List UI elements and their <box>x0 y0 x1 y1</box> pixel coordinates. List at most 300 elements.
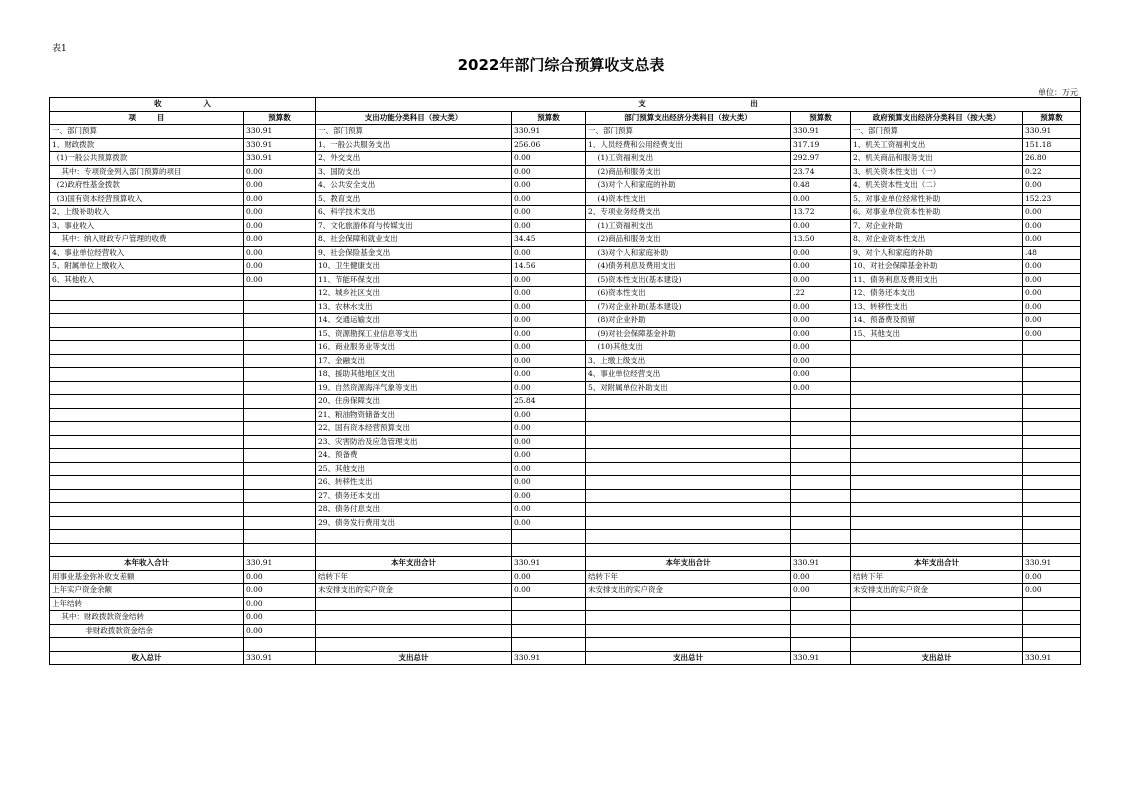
budget-cell <box>244 287 316 301</box>
income-grand-total-value: 330.91 <box>244 651 316 665</box>
item-cell: 2、外交支出 <box>316 152 512 166</box>
item-cell: 10、卫生健康支出 <box>316 260 512 274</box>
budget-cell: 330.91 <box>791 125 851 139</box>
budget-cell <box>244 435 316 449</box>
table-number: 表1 <box>52 44 67 54</box>
table-row <box>50 543 1081 557</box>
item-cell <box>851 395 1023 409</box>
func-grand-total-value: 330.91 <box>512 651 586 665</box>
func-grand-total-label: 支出总计 <box>316 651 512 665</box>
item-cell: 14、预备费及预留 <box>851 314 1023 328</box>
item-cell: 上年结转 <box>50 597 244 611</box>
col-header-budget: 预算数 <box>791 111 851 125</box>
budget-cell <box>244 476 316 490</box>
budget-cell <box>1023 341 1081 355</box>
budget-cell: 0.00 <box>791 314 851 328</box>
table-row <box>50 611 1081 625</box>
item-cell <box>50 422 244 436</box>
item-cell: (2)商品和服务支出 <box>586 233 791 247</box>
item-cell <box>50 395 244 409</box>
budget-cell <box>791 516 851 530</box>
item-cell: 其中：专项资金列入部门预算的项目 <box>50 165 244 179</box>
dept-total-label: 本年支出合计 <box>586 557 791 571</box>
budget-cell <box>1023 476 1081 490</box>
page-title: 2022年部门综合预算收支总表 <box>457 56 665 74</box>
budget-cell: 0.00 <box>244 624 316 638</box>
col-header-item: 项 目 <box>50 111 244 125</box>
item-cell: (4)债务利息及费用支出 <box>586 260 791 274</box>
budget-cell <box>244 341 316 355</box>
item-cell: 上年实户资金余额 <box>50 584 244 598</box>
item-cell: 未安排支出的实户资金 <box>586 584 791 598</box>
budget-cell <box>791 503 851 517</box>
budget-cell <box>244 638 316 652</box>
budget-cell: 0.00 <box>791 219 851 233</box>
item-cell <box>851 503 1023 517</box>
budget-cell: 0.00 <box>512 287 586 301</box>
budget-cell <box>1023 597 1081 611</box>
item-cell: (3)对个人和家庭补助 <box>586 246 791 260</box>
item-cell <box>50 368 244 382</box>
item-cell <box>586 611 791 625</box>
item-cell <box>851 624 1023 638</box>
budget-cell: 0.00 <box>512 381 586 395</box>
item-cell <box>50 489 244 503</box>
budget-cell <box>791 530 851 544</box>
budget-cell: 13.72 <box>791 206 851 220</box>
item-cell: (2)政府性基金拨款 <box>50 179 244 193</box>
budget-cell: 330.91 <box>244 125 316 139</box>
budget-cell: 0.00 <box>512 300 586 314</box>
budget-cell <box>512 543 586 557</box>
item-cell: 17、金融支出 <box>316 354 512 368</box>
budget-cell: 0.00 <box>1023 273 1081 287</box>
item-cell: (2)商品和服务支出 <box>586 165 791 179</box>
item-cell: 15、资源勘探工业信息等支出 <box>316 327 512 341</box>
dept-grand-total-value: 330.91 <box>791 651 851 665</box>
item-cell: 11、节能环保支出 <box>316 273 512 287</box>
dept-grand-total-label: 支出总计 <box>586 651 791 665</box>
item-cell: 未安排支出的实户资金 <box>851 584 1023 598</box>
income-total-label: 本年收入合计 <box>50 557 244 571</box>
budget-cell <box>791 422 851 436</box>
budget-cell: 0.00 <box>512 422 586 436</box>
item-cell: 21、粮油物资储备支出 <box>316 408 512 422</box>
item-cell: 一、部门预算 <box>316 125 512 139</box>
budget-cell: 151.18 <box>1023 138 1081 152</box>
item-cell: 3、国防支出 <box>316 165 512 179</box>
item-cell: (3)国有资本经营预算收入 <box>50 192 244 206</box>
budget-cell: 0.00 <box>244 246 316 260</box>
item-cell <box>50 327 244 341</box>
budget-cell: 0.00 <box>244 570 316 584</box>
table-row <box>50 152 1081 166</box>
budget-cell: 0.00 <box>1023 206 1081 220</box>
budget-cell <box>1023 395 1081 409</box>
budget-cell: 0.00 <box>1023 287 1081 301</box>
budget-cell: 0.00 <box>512 516 586 530</box>
table-row <box>50 503 1081 517</box>
budget-cell <box>1023 611 1081 625</box>
item-cell <box>586 516 791 530</box>
budget-cell <box>512 597 586 611</box>
table-row <box>50 314 1081 328</box>
item-cell <box>50 449 244 463</box>
table-row <box>50 395 1081 409</box>
budget-cell <box>791 395 851 409</box>
budget-cell: 0.00 <box>512 179 586 193</box>
budget-cell <box>791 476 851 490</box>
budget-cell: .48 <box>1023 246 1081 260</box>
budget-cell <box>512 638 586 652</box>
item-cell <box>851 341 1023 355</box>
item-cell: 结转下年 <box>316 570 512 584</box>
budget-cell: 0.00 <box>244 584 316 598</box>
budget-cell: 0.00 <box>244 260 316 274</box>
item-cell <box>586 408 791 422</box>
item-cell: 8、对企业资本性支出 <box>851 233 1023 247</box>
budget-cell <box>244 503 316 517</box>
table-row <box>50 597 1081 611</box>
item-cell: 5、教育支出 <box>316 192 512 206</box>
item-cell: 23、灾害防治及应急管理支出 <box>316 435 512 449</box>
table-row <box>50 516 1081 530</box>
budget-cell: 0.00 <box>512 570 586 584</box>
budget-cell: 0.00 <box>512 503 586 517</box>
income-section-header: 收 入 <box>50 98 316 112</box>
item-cell: (9)对社会保障基金补助 <box>586 327 791 341</box>
budget-cell: 0.00 <box>512 449 586 463</box>
item-cell: 9、对个人和家庭的补助 <box>851 246 1023 260</box>
table-row <box>50 381 1081 395</box>
table-row <box>50 179 1081 193</box>
budget-cell: 292.97 <box>791 152 851 166</box>
item-cell <box>50 341 244 355</box>
table-row <box>50 219 1081 233</box>
item-cell: 2、机关商品和服务支出 <box>851 152 1023 166</box>
budget-cell: 0.00 <box>1023 300 1081 314</box>
item-cell: 1、机关工资福利支出 <box>851 138 1023 152</box>
budget-cell <box>791 462 851 476</box>
budget-cell: 0.00 <box>791 381 851 395</box>
budget-cell <box>1023 638 1081 652</box>
budget-cell: 330.91 <box>244 152 316 166</box>
item-cell: (5)资本性支出(基本建设) <box>586 273 791 287</box>
item-cell: 12、城乡社区支出 <box>316 287 512 301</box>
budget-cell <box>244 354 316 368</box>
budget-cell: 0.00 <box>244 192 316 206</box>
item-cell: 非财政拨款资金结余 <box>50 624 244 638</box>
budget-cell <box>512 624 586 638</box>
budget-cell <box>791 449 851 463</box>
item-cell: 6、其他收入 <box>50 273 244 287</box>
item-cell <box>851 435 1023 449</box>
budget-cell: 152.23 <box>1023 192 1081 206</box>
item-cell <box>851 354 1023 368</box>
table-row <box>50 300 1081 314</box>
budget-cell: 0.00 <box>512 476 586 490</box>
item-cell: 未安排支出的实户资金 <box>316 584 512 598</box>
budget-cell <box>1023 449 1081 463</box>
budget-cell <box>791 611 851 625</box>
item-cell: 4、机关资本性支出（二） <box>851 179 1023 193</box>
budget-cell: 317.19 <box>791 138 851 152</box>
budget-cell <box>244 530 316 544</box>
budget-cell: 0.00 <box>1023 584 1081 598</box>
item-cell: (4)资本性支出 <box>586 192 791 206</box>
budget-cell <box>1023 422 1081 436</box>
item-cell <box>50 476 244 490</box>
table-row <box>50 422 1081 436</box>
budget-cell: 0.00 <box>244 165 316 179</box>
item-cell: 9、社会保险基金支出 <box>316 246 512 260</box>
item-cell: 4、公共安全支出 <box>316 179 512 193</box>
gov-total-label: 本年支出合计 <box>851 557 1023 571</box>
item-cell: 结转下年 <box>851 570 1023 584</box>
item-cell <box>50 381 244 395</box>
item-cell: 一、部门预算 <box>50 125 244 139</box>
item-cell: 5、对附属单位补助支出 <box>586 381 791 395</box>
budget-cell <box>791 597 851 611</box>
budget-cell: 0.00 <box>244 179 316 193</box>
budget-cell: 256.06 <box>512 138 586 152</box>
item-cell <box>50 314 244 328</box>
item-cell: 一、部门预算 <box>586 125 791 139</box>
budget-cell: 0.00 <box>512 354 586 368</box>
annual-total-row <box>50 557 1081 571</box>
budget-cell: 0.00 <box>791 260 851 274</box>
item-cell <box>50 638 244 652</box>
item-cell: 1、人员经费和公用经费支出 <box>586 138 791 152</box>
item-cell: (3)对个人和家庭的补助 <box>586 179 791 193</box>
budget-cell <box>1023 624 1081 638</box>
table-row <box>50 165 1081 179</box>
budget-cell: 0.00 <box>244 206 316 220</box>
item-cell <box>586 449 791 463</box>
item-cell <box>851 489 1023 503</box>
item-cell: (1)一般公共预算拨款 <box>50 152 244 166</box>
item-cell: 3、事业收入 <box>50 219 244 233</box>
table-row <box>50 192 1081 206</box>
budget-cell: 0.00 <box>512 368 586 382</box>
gov-grand-total-label: 支出总计 <box>851 651 1023 665</box>
table-row <box>50 489 1081 503</box>
item-cell: 3、上缴上级支出 <box>586 354 791 368</box>
col-header-budget: 预算数 <box>512 111 586 125</box>
gov-total-value: 330.91 <box>1023 557 1081 571</box>
budget-cell: 0.00 <box>512 435 586 449</box>
budget-cell: 0.00 <box>791 246 851 260</box>
budget-cell <box>1023 489 1081 503</box>
budget-table <box>49 97 1081 665</box>
budget-cell: 25.84 <box>512 395 586 409</box>
item-cell: 11、债务利息及费用支出 <box>851 273 1023 287</box>
budget-cell <box>244 422 316 436</box>
budget-cell <box>244 516 316 530</box>
unit-label: 单位：万元 <box>1038 88 1078 97</box>
budget-cell <box>1023 408 1081 422</box>
item-cell <box>50 503 244 517</box>
budget-cell: 0.00 <box>512 327 586 341</box>
item-cell <box>586 422 791 436</box>
table-row <box>50 570 1081 584</box>
table-row <box>50 327 1081 341</box>
item-cell <box>586 489 791 503</box>
budget-cell: 0.22 <box>1023 165 1081 179</box>
budget-cell: 0.00 <box>791 273 851 287</box>
budget-cell <box>244 449 316 463</box>
table-row <box>50 435 1081 449</box>
budget-cell <box>1023 381 1081 395</box>
item-cell <box>586 543 791 557</box>
budget-cell: 0.00 <box>1023 570 1081 584</box>
item-cell: 5、附属单位上缴收入 <box>50 260 244 274</box>
item-cell <box>851 368 1023 382</box>
budget-cell: 0.00 <box>791 300 851 314</box>
item-cell <box>851 408 1023 422</box>
budget-cell <box>791 435 851 449</box>
item-cell: (8)对企业补助 <box>586 314 791 328</box>
item-cell <box>50 435 244 449</box>
table-row <box>50 260 1081 274</box>
col-header-budget: 预算数 <box>244 111 316 125</box>
item-cell <box>50 543 244 557</box>
table-row <box>50 624 1081 638</box>
col-header-gov-econ: 政府预算支出经济分类科目（按大类） <box>851 111 1023 125</box>
item-cell <box>50 408 244 422</box>
item-cell: 5、对事业单位经常性补助 <box>851 192 1023 206</box>
budget-cell: 0.00 <box>512 152 586 166</box>
budget-cell: 0.00 <box>791 368 851 382</box>
budget-cell <box>1023 530 1081 544</box>
grand-total-row <box>50 651 1081 665</box>
budget-cell <box>244 381 316 395</box>
item-cell <box>586 395 791 409</box>
col-header-budget: 预算数 <box>1023 111 1081 125</box>
item-cell <box>851 597 1023 611</box>
table-row <box>50 246 1081 260</box>
item-cell <box>50 462 244 476</box>
func-total-label: 本年支出合计 <box>316 557 512 571</box>
item-cell: 6、科学技术支出 <box>316 206 512 220</box>
budget-cell: 0.00 <box>1023 260 1081 274</box>
table-row <box>50 638 1081 652</box>
table-row <box>50 530 1081 544</box>
item-cell: 13、农林水支出 <box>316 300 512 314</box>
item-cell: (7)对企业补助(基本建设) <box>586 300 791 314</box>
budget-cell: 330.91 <box>244 138 316 152</box>
budget-cell: 0.48 <box>791 179 851 193</box>
budget-cell: 0.00 <box>1023 219 1081 233</box>
item-cell: (6)资本性支出 <box>586 287 791 301</box>
budget-cell: 0.00 <box>512 206 586 220</box>
item-cell: 1、财政拨款 <box>50 138 244 152</box>
item-cell: 其中：纳入财政专户管理的收费 <box>50 233 244 247</box>
budget-cell: 0.00 <box>512 273 586 287</box>
budget-cell <box>244 368 316 382</box>
budget-cell <box>244 462 316 476</box>
item-cell: (1)工资福利支出 <box>586 219 791 233</box>
item-cell <box>586 530 791 544</box>
table-row <box>50 449 1081 463</box>
table-row <box>50 273 1081 287</box>
item-cell <box>316 638 512 652</box>
table-row <box>50 476 1081 490</box>
budget-cell <box>1023 516 1081 530</box>
func-total-value: 330.91 <box>512 557 586 571</box>
budget-cell: 0.00 <box>512 489 586 503</box>
item-cell: 2、专项业务经费支出 <box>586 206 791 220</box>
budget-cell: 0.00 <box>512 165 586 179</box>
table-row <box>50 125 1081 139</box>
item-cell: 4、事业单位经营收入 <box>50 246 244 260</box>
item-cell <box>316 624 512 638</box>
item-cell <box>851 638 1023 652</box>
dept-total-value: 330.91 <box>791 557 851 571</box>
item-cell: 22、国有资本经营预算支出 <box>316 422 512 436</box>
gov-grand-total-value: 330.91 <box>1023 651 1081 665</box>
budget-cell <box>1023 368 1081 382</box>
table-row <box>50 368 1081 382</box>
income-grand-total-label: 收入总计 <box>50 651 244 665</box>
table-row <box>50 206 1081 220</box>
item-cell: 26、转移性支出 <box>316 476 512 490</box>
budget-cell: 0.00 <box>1023 179 1081 193</box>
budget-cell: 0.00 <box>244 597 316 611</box>
budget-cell: 0.00 <box>512 192 586 206</box>
item-cell <box>50 287 244 301</box>
item-cell <box>586 624 791 638</box>
item-cell: (10)其他支出 <box>586 341 791 355</box>
item-cell <box>316 543 512 557</box>
item-cell: 7、对企业补助 <box>851 219 1023 233</box>
item-cell: 10、对社会保障基金补助 <box>851 260 1023 274</box>
item-cell <box>586 638 791 652</box>
budget-cell <box>1023 435 1081 449</box>
item-cell <box>50 530 244 544</box>
item-cell <box>851 422 1023 436</box>
budget-cell: 0.00 <box>791 570 851 584</box>
budget-cell: 0.00 <box>512 341 586 355</box>
item-cell <box>851 543 1023 557</box>
item-cell: 13、转移性支出 <box>851 300 1023 314</box>
budget-cell <box>791 489 851 503</box>
item-cell <box>851 476 1023 490</box>
budget-cell: 0.00 <box>791 341 851 355</box>
budget-cell <box>791 624 851 638</box>
item-cell <box>586 476 791 490</box>
table-row <box>50 287 1081 301</box>
item-cell: 14、交通运输支出 <box>316 314 512 328</box>
income-total-value: 330.91 <box>244 557 316 571</box>
item-cell <box>851 381 1023 395</box>
item-cell <box>50 354 244 368</box>
budget-cell: 0.00 <box>1023 327 1081 341</box>
item-cell <box>851 611 1023 625</box>
budget-cell: 0.00 <box>512 462 586 476</box>
item-cell <box>316 597 512 611</box>
budget-cell: .22 <box>791 287 851 301</box>
budget-cell: 0.00 <box>512 314 586 328</box>
item-cell <box>851 530 1023 544</box>
item-cell <box>586 503 791 517</box>
item-cell: 19、自然资源海洋气象等支出 <box>316 381 512 395</box>
section-header-row <box>50 98 1081 112</box>
table-row <box>50 584 1081 598</box>
budget-cell <box>512 611 586 625</box>
item-cell: 20、住房保障支出 <box>316 395 512 409</box>
item-cell: 6、对事业单位资本性补助 <box>851 206 1023 220</box>
